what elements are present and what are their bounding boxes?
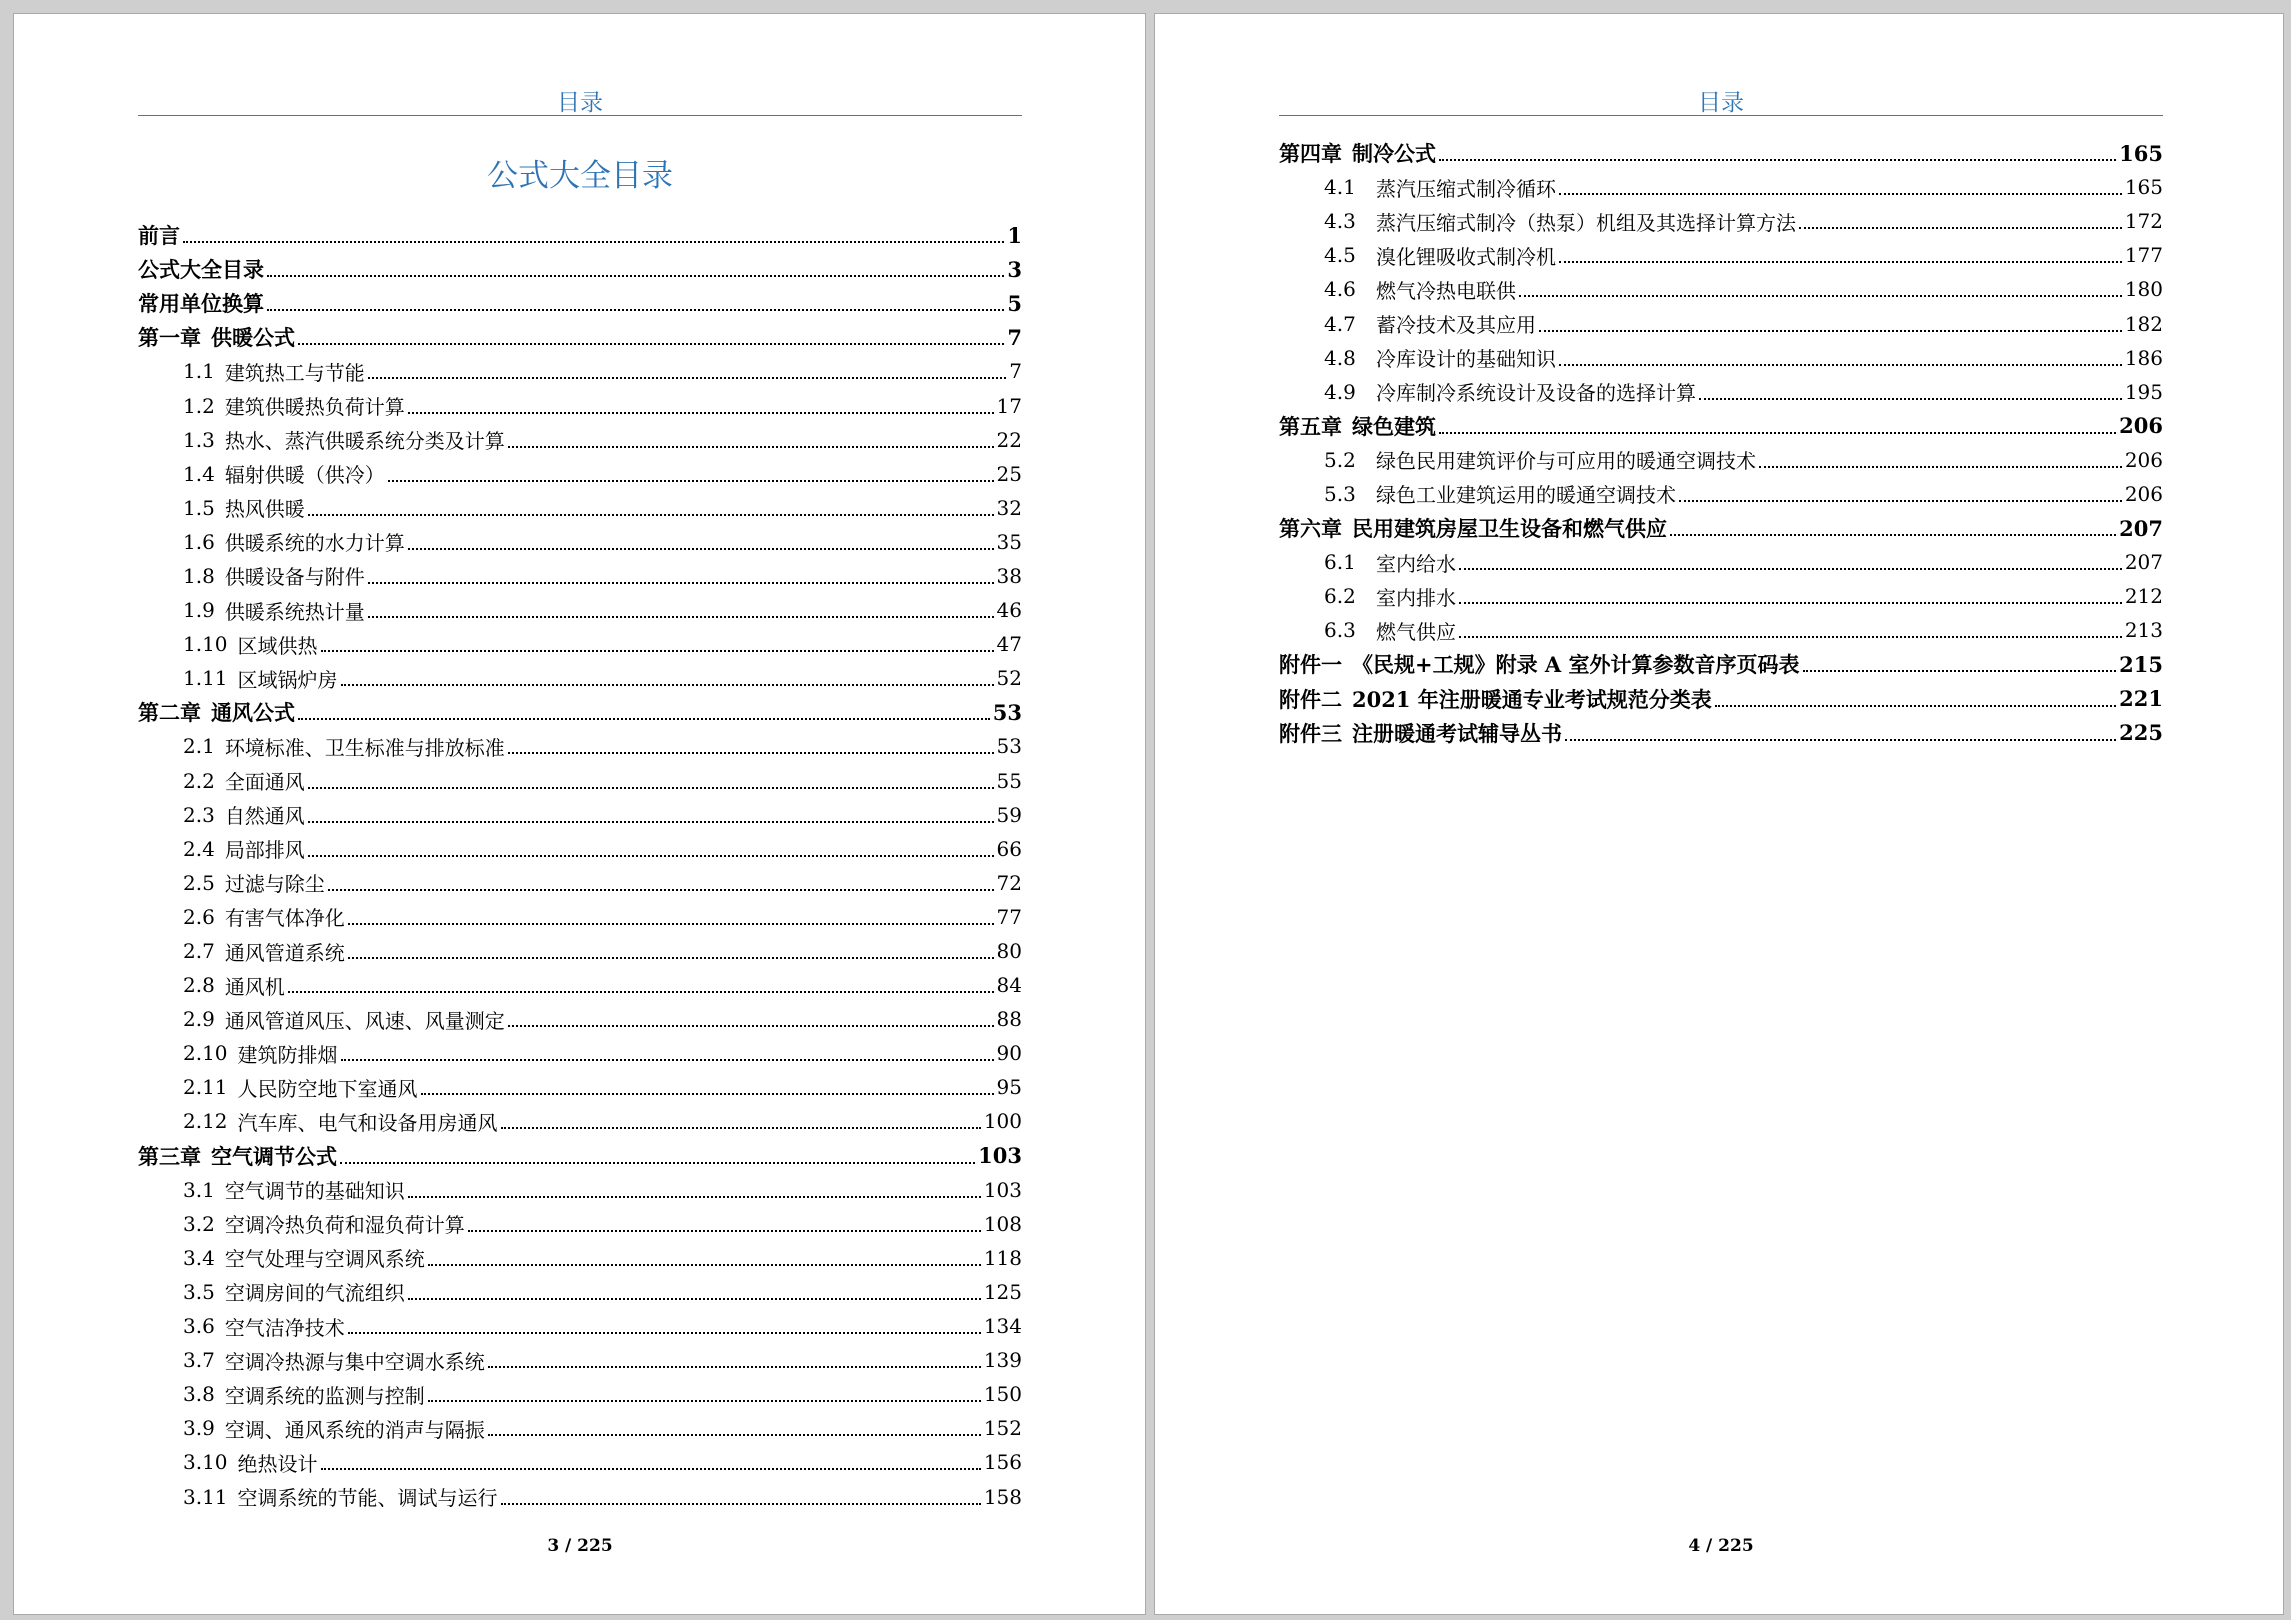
toc-entry-title: 蒸汽压缩式制冷（热泵）机组及其选择计算方法 bbox=[1376, 210, 1796, 235]
toc-entry-title: 供暖系统热计量 bbox=[224, 599, 365, 624]
toc-entry-title: 环境标准、卫生标准与排放标准 bbox=[224, 735, 505, 760]
toc-page-number: 7 bbox=[1009, 359, 1022, 384]
toc-entry-title: 区域供热 bbox=[237, 633, 318, 658]
toc-entry-number: 1.6 bbox=[183, 529, 215, 554]
toc-page-number: 172 bbox=[2124, 209, 2163, 234]
toc-entry-title: 空调冷热源与集中空调水系统 bbox=[224, 1349, 485, 1374]
toc-entry-number: 4.8 bbox=[1324, 345, 1356, 370]
toc-entry-title: 常用单位换算 bbox=[138, 291, 264, 317]
toc-section-entry[interactable] bbox=[138, 900, 1022, 934]
toc-dot-leader bbox=[508, 752, 994, 754]
toc-page-number: 66 bbox=[996, 836, 1022, 861]
toc-entry-number: 3.10 bbox=[183, 1450, 228, 1475]
toc-page-number: 156 bbox=[983, 1450, 1022, 1475]
toc-page-number: 5 bbox=[1007, 290, 1022, 316]
toc-dot-leader bbox=[348, 957, 994, 959]
toc-section-entry[interactable] bbox=[138, 1309, 1022, 1343]
toc-chapter-entry[interactable] bbox=[1279, 511, 2163, 545]
toc-page-number: 108 bbox=[983, 1211, 1022, 1236]
toc-entry-number: 第一章 bbox=[138, 325, 201, 351]
toc-section-entry[interactable] bbox=[1279, 613, 2163, 647]
toc-page-number: 1 bbox=[1007, 222, 1022, 248]
toc-entry-title: 室内给水 bbox=[1376, 551, 1456, 576]
toc-entry-title: 空调、通风系统的消声与隔振 bbox=[224, 1417, 485, 1442]
toc-entry-title: 空调房间的气流组织 bbox=[224, 1281, 405, 1306]
toc-section-entry[interactable] bbox=[138, 388, 1022, 422]
toc-entry-title: 空调冷热负荷和湿负荷计算 bbox=[224, 1213, 465, 1238]
toc-entry-title: 通风机 bbox=[224, 974, 285, 999]
toc-dot-leader bbox=[388, 480, 994, 482]
toc-dot-leader bbox=[501, 1127, 981, 1129]
toc-section-entry[interactable] bbox=[1279, 341, 2163, 375]
toc-section-entry[interactable] bbox=[138, 1411, 1022, 1445]
toc-entry-title: 自然通风 bbox=[224, 804, 305, 829]
toc-entry-title: 溴化锂吸收式制冷机 bbox=[1376, 244, 1556, 269]
toc-entry-number: 附件三 bbox=[1279, 720, 1342, 746]
toc-page-number: 32 bbox=[996, 495, 1022, 520]
toc-entry-title: 公式大全目录 bbox=[138, 257, 264, 283]
toc-page-number: 139 bbox=[983, 1348, 1022, 1373]
toc-page-number: 103 bbox=[983, 1177, 1022, 1202]
toc-entry-title: 建筑防排烟 bbox=[237, 1042, 338, 1067]
toc-dot-leader bbox=[340, 1162, 975, 1164]
toc-dot-leader bbox=[183, 241, 1004, 243]
toc-entry-number: 2.9 bbox=[183, 1007, 215, 1032]
toc-entry-number: 2.1 bbox=[183, 734, 215, 759]
toc-section-entry[interactable] bbox=[138, 866, 1022, 900]
page-number: 4 / 225 bbox=[1688, 1536, 1754, 1556]
toc-page-number: 38 bbox=[996, 563, 1022, 588]
toc-dot-leader bbox=[1565, 739, 2116, 741]
toc-entry-number: 2.11 bbox=[183, 1075, 228, 1100]
toc-dot-leader bbox=[508, 446, 994, 448]
toc-entry-title: 空调系统的监测与控制 bbox=[224, 1383, 425, 1408]
toc-section-entry[interactable] bbox=[138, 1241, 1022, 1275]
toc-page-number: 150 bbox=[983, 1382, 1022, 1407]
toc-entry-title: 建筑供暖热负荷计算 bbox=[224, 395, 405, 420]
toc-dot-leader bbox=[348, 1332, 981, 1334]
toc-section-entry[interactable] bbox=[138, 1479, 1022, 1513]
toc-entry-title: 绝热设计 bbox=[237, 1451, 318, 1476]
toc-chapter-entry[interactable] bbox=[1279, 716, 2163, 750]
toc-entry-title: 通风公式 bbox=[211, 700, 295, 726]
toc-entry-number: 第三章 bbox=[138, 1143, 201, 1169]
toc-entry-number: 4.5 bbox=[1324, 243, 1356, 268]
toc-entry-number: 3.4 bbox=[183, 1245, 215, 1270]
toc-entry-number: 6.1 bbox=[1324, 550, 1356, 575]
toc-entry-number: 3.7 bbox=[183, 1348, 215, 1373]
toc-page-number: 25 bbox=[996, 461, 1022, 486]
toc-dot-leader bbox=[1519, 295, 2122, 297]
toc-chapter-entry[interactable] bbox=[138, 218, 1022, 252]
toc-dot-leader bbox=[308, 787, 994, 789]
toc-entry-number: 3.1 bbox=[183, 1177, 215, 1202]
toc-entry-title: 制冷公式 bbox=[1352, 141, 1436, 167]
toc-dot-leader bbox=[1699, 398, 2122, 400]
toc-dot-leader bbox=[1715, 705, 2116, 707]
toc-entry-title: 通风管道系统 bbox=[224, 940, 345, 965]
toc-entry-title: 《民规+工规》附录 A 室外计算参数音序页码表 bbox=[1352, 652, 1800, 678]
toc-entry-number: 第六章 bbox=[1279, 516, 1342, 542]
toc-page-number: 195 bbox=[2124, 379, 2163, 404]
toc-section-entry[interactable] bbox=[138, 525, 1022, 559]
toc-dot-leader bbox=[298, 343, 1004, 345]
toc-dot-leader bbox=[1799, 227, 2122, 229]
toc-entry-title: 空气调节公式 bbox=[211, 1143, 337, 1169]
toc-page-number: 212 bbox=[2124, 584, 2163, 609]
toc-entry-title: 供暖系统的水力计算 bbox=[224, 531, 405, 556]
toc-page-number: 221 bbox=[2119, 686, 2163, 712]
toc-entry-number: 1.10 bbox=[183, 632, 228, 657]
toc-chapter-entry[interactable] bbox=[138, 695, 1022, 729]
toc-entry-number: 4.3 bbox=[1324, 209, 1356, 234]
toc-page-number: 206 bbox=[2119, 413, 2163, 439]
toc-dot-leader bbox=[408, 1196, 981, 1198]
toc-chapter-entry[interactable] bbox=[138, 252, 1022, 286]
toc-dot-leader bbox=[368, 616, 994, 618]
toc-entry-number: 第二章 bbox=[138, 700, 201, 726]
toc-entry-title: 供暖公式 bbox=[211, 325, 295, 351]
toc-dot-leader bbox=[328, 889, 994, 891]
toc-entry-number: 3.8 bbox=[183, 1382, 215, 1407]
toc-list bbox=[1279, 136, 2163, 750]
toc-dot-leader bbox=[421, 1093, 994, 1095]
toc-section-entry[interactable] bbox=[138, 1275, 1022, 1309]
toc-entry-title: 人民防空地下室通风 bbox=[237, 1076, 418, 1101]
toc-page-number: 77 bbox=[996, 904, 1022, 929]
toc-section-entry[interactable] bbox=[1279, 579, 2163, 613]
toc-page-number: 7 bbox=[1007, 324, 1022, 350]
toc-dot-leader bbox=[298, 718, 990, 720]
toc-entry-title: 绿色民用建筑评价与可应用的暖通空调技术 bbox=[1376, 449, 1756, 474]
toc-entry-number: 附件一 bbox=[1279, 652, 1342, 678]
toc-section-entry[interactable] bbox=[138, 1002, 1022, 1036]
toc-entry-title: 绿色建筑 bbox=[1352, 413, 1436, 439]
toc-page-number: 206 bbox=[2124, 481, 2163, 506]
toc-entry-number: 6.2 bbox=[1324, 584, 1356, 609]
toc-page-number: 55 bbox=[996, 768, 1022, 793]
toc-dot-leader bbox=[267, 275, 1004, 277]
toc-page-number: 186 bbox=[2124, 345, 2163, 370]
toc-page-number: 52 bbox=[996, 666, 1022, 691]
toc-entry-number: 第五章 bbox=[1279, 413, 1342, 439]
toc-entry-number: 1.3 bbox=[183, 427, 215, 452]
toc-entry-title: 燃气冷热电联供 bbox=[1376, 278, 1516, 303]
toc-section-entry[interactable] bbox=[138, 559, 1022, 593]
toc-entry-number: 1.2 bbox=[183, 393, 215, 418]
toc-entry-number: 1.11 bbox=[183, 666, 228, 691]
toc-page-number: 35 bbox=[996, 529, 1022, 554]
toc-entry-number: 1.9 bbox=[183, 598, 215, 623]
toc-page-number: 3 bbox=[1007, 256, 1022, 282]
toc-section-entry[interactable] bbox=[138, 457, 1022, 491]
toc-dot-leader bbox=[488, 1366, 981, 1368]
page-left bbox=[14, 14, 1145, 1614]
toc-page-number: 207 bbox=[2124, 550, 2163, 575]
toc-entry-title: 过滤与除尘 bbox=[224, 872, 325, 897]
toc-dot-leader bbox=[428, 1264, 981, 1266]
toc-entry-number: 2.2 bbox=[183, 768, 215, 793]
toc-dot-leader bbox=[408, 412, 994, 414]
toc-section-entry[interactable] bbox=[138, 764, 1022, 798]
toc-section-entry[interactable] bbox=[138, 627, 1022, 661]
toc-section-entry[interactable] bbox=[138, 1207, 1022, 1241]
toc-section-entry[interactable] bbox=[138, 798, 1022, 832]
toc-page-number: 180 bbox=[2124, 277, 2163, 302]
toc-entry-number: 5.3 bbox=[1324, 481, 1356, 506]
page-number: 3 / 225 bbox=[547, 1536, 613, 1556]
toc-section-entry[interactable] bbox=[138, 1036, 1022, 1070]
toc-entry-number: 2.6 bbox=[183, 904, 215, 929]
toc-entry-title: 热水、蒸汽供暖系统分类及计算 bbox=[224, 429, 505, 454]
toc-entry-number: 3.5 bbox=[183, 1279, 215, 1304]
toc-section-entry[interactable] bbox=[138, 661, 1022, 695]
toc-dot-leader bbox=[508, 1025, 994, 1027]
toc-dot-leader bbox=[341, 1059, 994, 1061]
toc-page-number: 53 bbox=[996, 734, 1022, 759]
toc-dot-leader bbox=[428, 1400, 981, 1402]
toc-entry-title: 室内排水 bbox=[1376, 585, 1456, 610]
header-rule bbox=[1279, 115, 2163, 116]
toc-page-number: 59 bbox=[996, 802, 1022, 827]
toc-page-number: 165 bbox=[2119, 140, 2163, 166]
toc-page-number: 158 bbox=[983, 1484, 1022, 1509]
toc-dot-leader bbox=[321, 1468, 981, 1470]
toc-dot-leader bbox=[1539, 330, 2122, 332]
toc-entry-number: 5.2 bbox=[1324, 447, 1356, 472]
toc-entry-number: 1.1 bbox=[183, 359, 215, 384]
toc-dot-leader bbox=[368, 377, 1006, 379]
toc-dot-leader bbox=[1459, 636, 2122, 638]
toc-dot-leader bbox=[1559, 261, 2122, 263]
toc-page-number: 22 bbox=[996, 427, 1022, 452]
toc-entry-title: 燃气供应 bbox=[1376, 619, 1456, 644]
toc-section-entry[interactable] bbox=[138, 729, 1022, 763]
toc-entry-number: 2.8 bbox=[183, 973, 215, 998]
toc-page-number: 17 bbox=[996, 393, 1022, 418]
toc-section-entry[interactable] bbox=[138, 832, 1022, 866]
toc-entry-number: 2.4 bbox=[183, 836, 215, 861]
toc-dot-leader bbox=[501, 1503, 981, 1505]
toc-dot-leader bbox=[321, 650, 994, 652]
toc-dot-leader bbox=[1559, 364, 2122, 366]
toc-entry-title: 绿色工业建筑运用的暖通空调技术 bbox=[1376, 483, 1676, 508]
toc-section-entry[interactable] bbox=[138, 934, 1022, 968]
toc-section-entry[interactable] bbox=[1279, 306, 2163, 340]
toc-section-entry[interactable] bbox=[138, 423, 1022, 457]
toc-dot-leader bbox=[1459, 602, 2122, 604]
toc-page-number: 84 bbox=[996, 973, 1022, 998]
toc-page-number: 213 bbox=[2124, 618, 2163, 643]
toc-section-entry[interactable] bbox=[138, 1377, 1022, 1411]
toc-page-number: 80 bbox=[996, 939, 1022, 964]
toc-dot-leader bbox=[1559, 193, 2122, 195]
toc-dot-leader bbox=[1670, 534, 2116, 536]
toc-dot-leader bbox=[308, 514, 994, 516]
toc-page-number: 88 bbox=[996, 1007, 1022, 1032]
toc-section-entry[interactable] bbox=[138, 1104, 1022, 1138]
toc-entry-number: 2.5 bbox=[183, 870, 215, 895]
toc-entry-title: 冷库设计的基础知识 bbox=[1376, 347, 1556, 372]
toc-page-number: 46 bbox=[996, 598, 1022, 623]
toc-section-entry[interactable] bbox=[138, 968, 1022, 1002]
toc-section-entry[interactable] bbox=[138, 1070, 1022, 1104]
toc-dot-leader bbox=[267, 309, 1004, 311]
toc-page-number: 206 bbox=[2124, 447, 2163, 472]
toc-entry-title: 民用建筑房屋卫生设备和燃气供应 bbox=[1352, 516, 1667, 542]
toc-entry-title: 通风管道风压、风速、风量测定 bbox=[224, 1008, 505, 1033]
page-title: 公式大全目录 bbox=[487, 158, 673, 194]
toc-entry-number: 1.8 bbox=[183, 563, 215, 588]
toc-dot-leader bbox=[368, 582, 994, 584]
toc-entry-title: 蓄冷技术及其应用 bbox=[1376, 313, 1536, 338]
toc-dot-leader bbox=[1439, 432, 2116, 434]
toc-page-number: 215 bbox=[2119, 651, 2163, 677]
toc-entry-title: 全面通风 bbox=[224, 770, 305, 795]
toc-entry-number: 附件二 bbox=[1279, 686, 1342, 712]
toc-dot-leader bbox=[408, 548, 994, 550]
toc-entry-title: 供暖设备与附件 bbox=[224, 565, 365, 590]
toc-list bbox=[138, 218, 1022, 1514]
toc-section-entry[interactable] bbox=[138, 491, 1022, 525]
toc-chapter-entry[interactable] bbox=[1279, 647, 2163, 681]
toc-section-entry[interactable] bbox=[138, 354, 1022, 388]
toc-dot-leader bbox=[348, 923, 994, 925]
toc-section-entry[interactable] bbox=[1279, 545, 2163, 579]
toc-dot-leader bbox=[341, 684, 994, 686]
toc-section-entry[interactable] bbox=[138, 1445, 1022, 1479]
toc-entry-number: 2.7 bbox=[183, 939, 215, 964]
toc-entry-number: 3.6 bbox=[183, 1314, 215, 1339]
toc-entry-title: 空气调节的基础知识 bbox=[224, 1179, 405, 1204]
toc-dot-leader bbox=[1459, 568, 2122, 570]
toc-entry-title: 2021 年注册暖通专业考试规范分类表 bbox=[1352, 686, 1712, 712]
toc-chapter-entry[interactable] bbox=[138, 1139, 1022, 1173]
toc-section-entry[interactable] bbox=[1279, 204, 2163, 238]
toc-entry-number: 1.5 bbox=[183, 495, 215, 520]
toc-entry-title: 局部排风 bbox=[224, 838, 305, 863]
toc-page-number: 103 bbox=[978, 1143, 1022, 1169]
toc-page-number: 90 bbox=[996, 1041, 1022, 1066]
running-header: 目录 bbox=[1698, 90, 1744, 116]
running-header: 目录 bbox=[557, 90, 603, 116]
toc-dot-leader bbox=[1759, 466, 2122, 468]
toc-page-number: 177 bbox=[2124, 243, 2163, 268]
toc-section-entry[interactable] bbox=[1279, 375, 2163, 409]
toc-entry-title: 有害气体净化 bbox=[224, 906, 345, 931]
toc-entry-title: 蒸汽压缩式制冷循环 bbox=[1376, 176, 1556, 201]
toc-page-number: 165 bbox=[2124, 175, 2163, 200]
toc-page-number: 118 bbox=[983, 1245, 1022, 1270]
toc-chapter-entry[interactable] bbox=[1279, 682, 2163, 716]
toc-entry-title: 空调系统的节能、调试与运行 bbox=[237, 1486, 498, 1511]
toc-entry-number: 4.1 bbox=[1324, 175, 1356, 200]
toc-dot-leader bbox=[308, 821, 994, 823]
toc-entry-number: 4.6 bbox=[1324, 277, 1356, 302]
header-rule bbox=[138, 115, 1022, 116]
toc-entry-title: 前言 bbox=[138, 223, 180, 249]
toc-section-entry[interactable] bbox=[1279, 272, 2163, 306]
toc-dot-leader bbox=[488, 1434, 981, 1436]
toc-page-number: 125 bbox=[983, 1279, 1022, 1304]
toc-page-number: 134 bbox=[983, 1314, 1022, 1339]
toc-page-number: 53 bbox=[992, 699, 1022, 725]
toc-section-entry[interactable] bbox=[138, 593, 1022, 627]
toc-dot-leader bbox=[1679, 500, 2122, 502]
toc-entry-number: 3.2 bbox=[183, 1211, 215, 1236]
toc-page-number: 100 bbox=[983, 1109, 1022, 1134]
toc-entry-number: 3.11 bbox=[183, 1484, 228, 1509]
toc-page-number: 95 bbox=[996, 1075, 1022, 1100]
toc-page-number: 207 bbox=[2119, 515, 2163, 541]
toc-entry-title: 冷库制冷系统设计及设备的选择计算 bbox=[1376, 381, 1696, 406]
toc-section-entry[interactable] bbox=[1279, 170, 2163, 204]
toc-chapter-entry[interactable] bbox=[138, 320, 1022, 354]
toc-entry-number: 2.12 bbox=[183, 1109, 228, 1134]
toc-entry-title: 汽车库、电气和设备用房通风 bbox=[237, 1110, 498, 1135]
toc-chapter-entry[interactable] bbox=[138, 286, 1022, 320]
toc-entry-title: 空气处理与空调风系统 bbox=[224, 1247, 425, 1272]
toc-entry-number: 第四章 bbox=[1279, 141, 1342, 167]
toc-dot-leader bbox=[288, 991, 994, 993]
toc-dot-leader bbox=[1803, 670, 2117, 672]
toc-page-number: 72 bbox=[996, 870, 1022, 895]
toc-page-number: 225 bbox=[2119, 720, 2163, 746]
toc-page-number: 47 bbox=[996, 632, 1022, 657]
toc-section-entry[interactable] bbox=[138, 1173, 1022, 1207]
toc-dot-leader bbox=[308, 855, 994, 857]
toc-entry-number: 4.9 bbox=[1324, 379, 1356, 404]
toc-entry-number: 4.7 bbox=[1324, 311, 1356, 336]
toc-section-entry[interactable] bbox=[1279, 238, 2163, 272]
toc-section-entry[interactable] bbox=[1279, 477, 2163, 511]
toc-dot-leader bbox=[1439, 159, 2116, 161]
toc-entry-title: 区域锅炉房 bbox=[237, 667, 338, 692]
toc-entry-number: 1.4 bbox=[183, 461, 215, 486]
toc-section-entry[interactable] bbox=[138, 1343, 1022, 1377]
page-right bbox=[1155, 14, 2283, 1614]
toc-entry-title: 热风供暖 bbox=[224, 497, 305, 522]
toc-entry-title: 辐射供暖（供冷） bbox=[224, 463, 385, 488]
toc-entry-title: 空气洁净技术 bbox=[224, 1315, 345, 1340]
toc-section-entry[interactable] bbox=[1279, 443, 2163, 477]
toc-dot-leader bbox=[408, 1298, 981, 1300]
toc-chapter-entry[interactable] bbox=[1279, 409, 2163, 443]
toc-chapter-entry[interactable] bbox=[1279, 136, 2163, 170]
toc-page-number: 182 bbox=[2124, 311, 2163, 336]
toc-entry-title: 建筑热工与节能 bbox=[224, 360, 365, 385]
toc-dot-leader bbox=[468, 1230, 981, 1232]
toc-entry-number: 6.3 bbox=[1324, 618, 1356, 643]
toc-entry-number: 2.3 bbox=[183, 802, 215, 827]
toc-page-number: 152 bbox=[983, 1416, 1022, 1441]
toc-entry-number: 3.9 bbox=[183, 1416, 215, 1441]
toc-entry-title: 注册暖通考试辅导丛书 bbox=[1352, 720, 1562, 746]
toc-entry-number: 2.10 bbox=[183, 1041, 228, 1066]
